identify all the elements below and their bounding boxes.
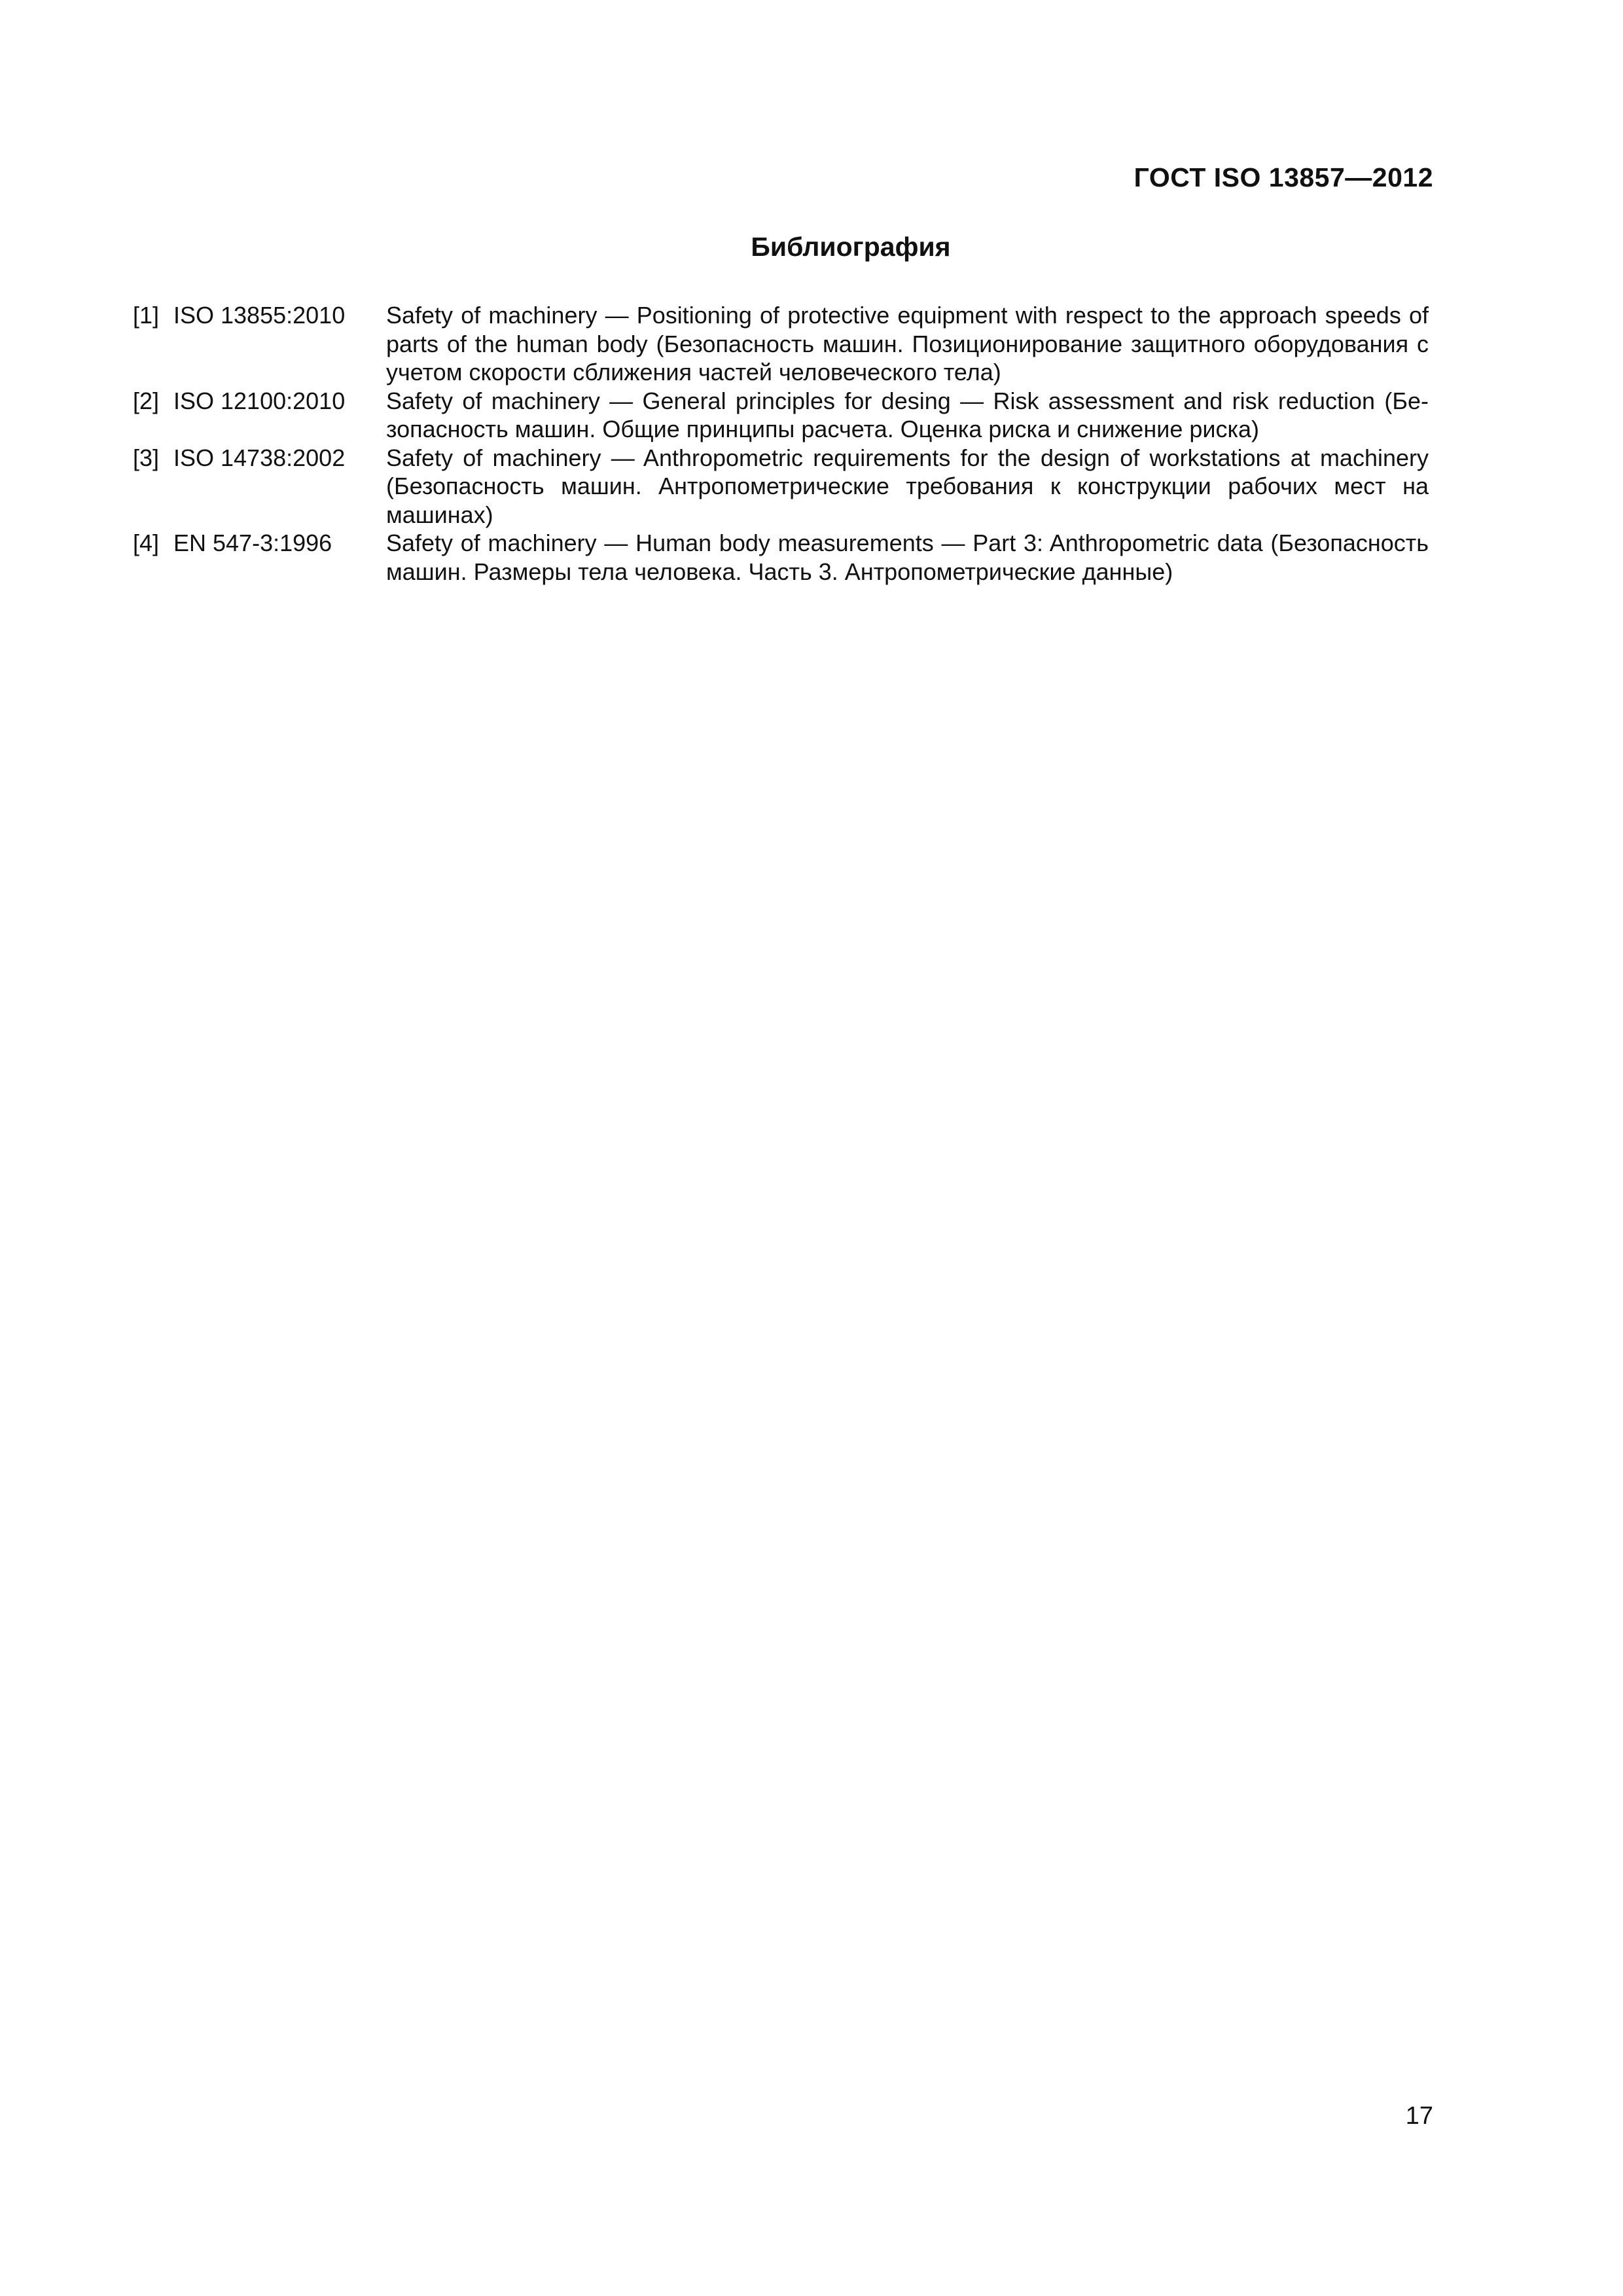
entry-title: Safety of machinery — General principles for desing — Risk assessment and risk reduction (Безопасность машин. Общие принципы расчета. Оценка риска и снижение риска) [386, 387, 1429, 442]
bibliography-entry [133, 444, 1429, 529]
entry-title: Safety of machinery — Human body measurements — Part 3: Anthropometric data (Безопасность машин. Размеры тела человека. Часть 3. Антропометрические данные) [386, 529, 1429, 585]
entry-standard-code: ISO 12100:2010 [173, 387, 346, 414]
bibliography-entry [133, 301, 1429, 387]
entry-standard-code: ISO 13855:2010 [173, 302, 346, 329]
entry-standard-code: ISO 14738:2002 [173, 444, 346, 471]
page-number: 17 [1405, 2102, 1433, 2130]
bibliography-list [133, 301, 1429, 586]
entry-number: [1] [133, 302, 160, 329]
entry-title: Safety of machinery — Anthropometric requirements for the design of workstations at machinery (Безопасность машин. Антропометрические требования к конструкции рабочих мест на машинах) [386, 444, 1429, 528]
entry-number: [2] [133, 387, 160, 414]
bibliography-entry [133, 387, 1429, 444]
section-title: Библиография [751, 232, 951, 262]
bibliography-entry [133, 529, 1429, 586]
entry-title: Safety of machinery — Positioning of protective equipment with respect to the approach speeds of parts of the human body (Безопасность машин. Позиционирование защитного оборудования с учетом скорости сближения частей человеческого тела) [386, 302, 1429, 386]
entry-standard-code: EN 547-3:1996 [173, 529, 332, 556]
entry-number: [3] [133, 444, 160, 471]
entry-number: [4] [133, 529, 160, 556]
standard-designation: ГОСТ ISO 13857—2012 [1133, 162, 1433, 192]
